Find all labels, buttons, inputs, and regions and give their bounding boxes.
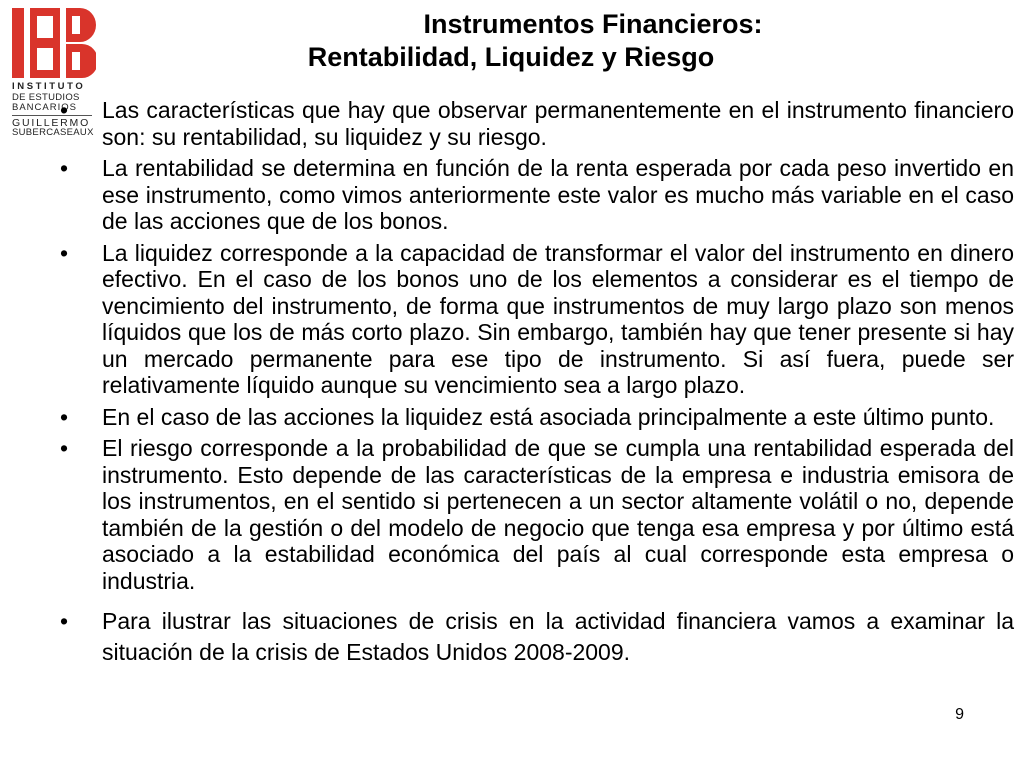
logo-line-4: GUILLERMO bbox=[12, 116, 91, 129]
bullet-item: • Las características que hay que observar permanentemente en el instrumento financiero son: su rentabilidad, su liquidez y su riesgo. bbox=[60, 97, 1014, 150]
title-line-2: Rentabilidad, Liquidez y Riesgo bbox=[307, 42, 715, 72]
logo-line-5: SUBERCASEAUX bbox=[12, 127, 94, 138]
logo-line-1: INSTITUTO bbox=[12, 81, 86, 92]
ieb-logo-mark bbox=[12, 8, 96, 78]
bullet-list bbox=[60, 97, 1014, 673]
bullet-item: • La rentabilidad se determina en función de la renta esperada por cada peso invertido en ese instrumento, como vimos anteriormente este valor es mucho más variable en el caso de las acciones que de los bonos. bbox=[60, 155, 1014, 235]
title-line-1: Instrumentos Financieros: bbox=[423, 9, 763, 39]
bullet-item: • Para ilustrar las situaciones de crisis en la actividad financiera vamos a examinar la situación de la crisis de Estados Unidos 2008-2009. bbox=[60, 606, 1014, 668]
page-number: 9 bbox=[955, 706, 964, 723]
slide-title bbox=[200, 8, 900, 74]
logo-line-2: DE ESTUDIOS bbox=[12, 91, 80, 103]
bullet-item: • La liquidez corresponde a la capacidad de transformar el valor del instrumento en dinero efectivo. En el caso de los bonos uno de los elementos a considerar es el tiempo de vencimiento del instrumento, de forma que instrumentos de muy largo plazo son menos líquidos que los de más corto plazo. Sin embargo, también hay que tener presente si hay un mercado permanente para ese tipo de instrumento. Si así fuera, puede ser relativamente líquido aunque su vencimiento sea a largo plazo. bbox=[60, 240, 1014, 399]
bullet-item: • El riesgo corresponde a la probabilidad de que se cumpla una rentabilidad esperada del instrumento. Esto depende de las características de la empresa e industria emisora de los instrumentos, en el sentido si pertenecen a un sector altamente volátil o no, depende también de la gestión o del modelo de negocio que tenga esa empresa y por último está asociado a la estabilidad económica del país al cual corresponde esta empresa o industria. bbox=[60, 435, 1014, 594]
bullet-item: • En el caso de las acciones la liquidez está asociada principalmente a este último punto. bbox=[60, 404, 1014, 431]
logo-line-3: BANCARIOS bbox=[12, 102, 77, 113]
